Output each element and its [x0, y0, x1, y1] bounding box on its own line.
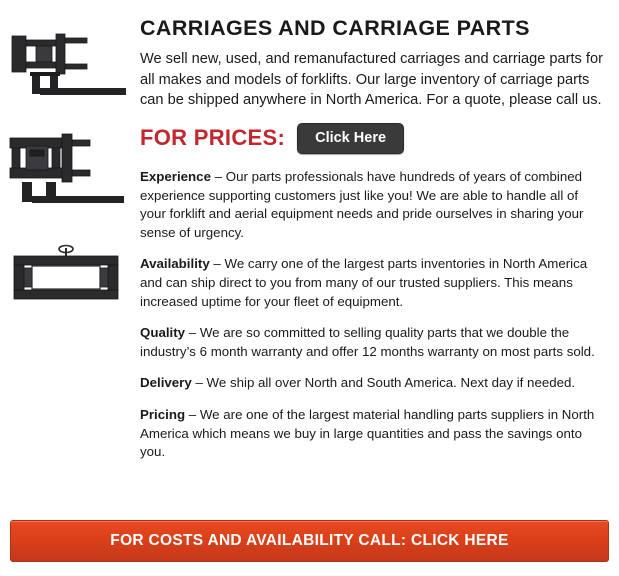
product-image-pallet-fork-carriage: [6, 32, 132, 104]
feature-term: Experience: [140, 169, 211, 184]
feature-text: We are one of the largest material handling parts suppliers in North America which means we buy in large quantities and pass the savings onto you.: [140, 406, 595, 460]
feature-text: Our parts professionals have hundreds of years of combined experience supporting customers just like you! We are able to handle all of your forklift and aerial equipment needs and pride ourselves in sharing your sense of urgency.: [140, 169, 584, 240]
feature-text: We ship all over North and South America. Next day if needed.: [206, 375, 576, 391]
feature-experience: [140, 168, 607, 242]
feature-dash: –: [185, 406, 200, 422]
product-image-carriage-frame: [6, 244, 132, 310]
feature-dash: –: [209, 256, 225, 272]
feature-text: We are so committed to selling quality parts that we double the industry’s 6 month warranty and offer 12 months warranty on most parts sold.: [140, 325, 595, 359]
feature-term: Delivery: [140, 375, 192, 391]
click-here-button[interactable]: Click Here: [297, 123, 404, 155]
intro-paragraph: We sell new, used, and remanufactured carriages and carriage parts for all makes and models of forklifts. Our large inventory of carriage parts can be shipped anywhere in North America. For a quote, please call us.: [140, 51, 603, 108]
feature-quality: [140, 324, 607, 361]
feature-availability: [140, 255, 607, 311]
feature-term: Availability: [140, 256, 210, 272]
feature-dash: –: [210, 169, 226, 184]
product-image-carriage-with-forks: [6, 132, 132, 212]
product-image-column: [0, 10, 140, 475]
page-title: CARRIAGES AND CARRIAGE PARTS: [140, 16, 530, 40]
for-prices-row: [140, 123, 607, 155]
feature-dash: –: [185, 325, 200, 341]
feature-text: We carry one of the largest parts inventories in North America and can ship direct to you from many of our trusted suppliers. This means increased uptime for your fleet of equipment.: [140, 256, 588, 309]
text-column: [140, 10, 619, 475]
feature-dash: –: [191, 375, 207, 391]
feature-pricing: [140, 406, 607, 462]
costs-availability-call-button[interactable]: FOR COSTS AND AVAILABILITY CALL: CLICK HERE: [10, 520, 609, 562]
feature-term: Pricing: [140, 406, 186, 422]
feature-delivery: [140, 374, 607, 393]
for-prices-label: FOR PRICES:: [140, 125, 286, 151]
feature-term: Quality: [140, 325, 186, 341]
